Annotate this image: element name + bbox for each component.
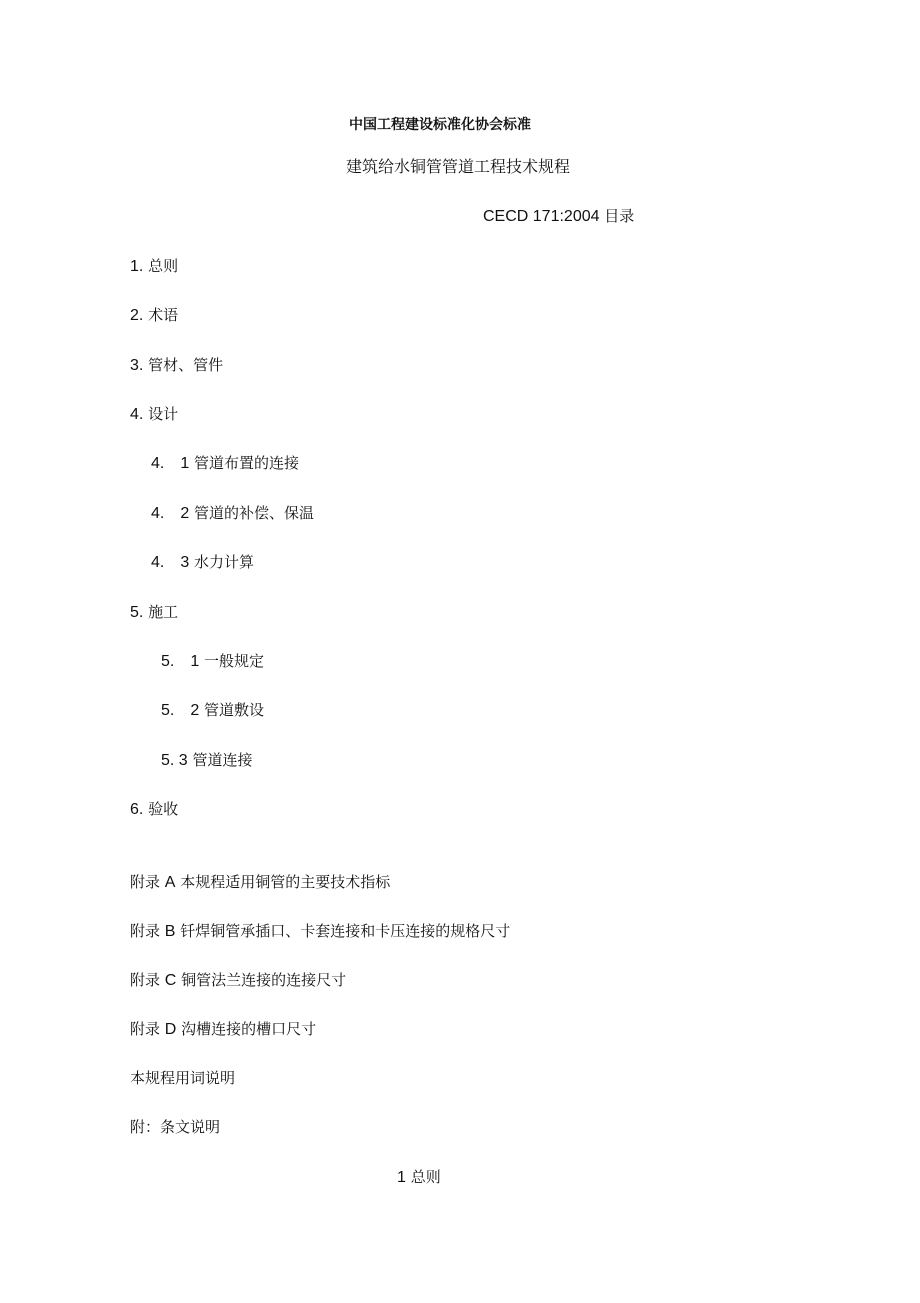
appendix-letter: A (164, 874, 176, 891)
toc-text: 验收 (148, 800, 179, 818)
appendix-letter: B (164, 923, 176, 940)
appendix-b (130, 921, 510, 942)
toc-text: 一般规定 (204, 652, 265, 670)
toc-entry-4 (130, 404, 178, 425)
toc-text: 管道的补偿、保温 (194, 504, 315, 522)
appendix-a (130, 872, 390, 893)
toc-number: 5. 3 (161, 752, 188, 769)
appendix-prefix: 附录 (130, 922, 161, 940)
commentary-note: 附：条文说明 (130, 1118, 221, 1136)
toc-number: 4. 2 (151, 505, 190, 522)
toc-text: 管道布置的连接 (194, 454, 300, 472)
toc-text: 管道敷设 (204, 701, 265, 719)
toc-number: 5. 1 (161, 653, 200, 670)
toc-text: 术语 (148, 306, 179, 324)
appendix-prefix: 附录 (130, 873, 161, 891)
toc-number: 3. (130, 357, 144, 374)
toc-number: 5. (130, 604, 144, 621)
toc-entry-5 (130, 602, 178, 623)
appendix-text: 钎焊铜管承插口、卡套连接和卡压连接的规格尺寸 (180, 922, 511, 940)
toc-text: 管材、管件 (148, 356, 224, 374)
toc-entry-1 (130, 256, 178, 277)
toc-heading: 目录 (604, 207, 635, 225)
chapter-title: 总则 (410, 1168, 441, 1186)
toc-number: 2. (130, 307, 144, 324)
appendix-c (130, 970, 346, 991)
appendix-text: 铜管法兰连接的连接尺寸 (181, 971, 347, 989)
toc-text: 设计 (148, 405, 179, 423)
appendix-letter: D (164, 1021, 177, 1038)
appendix-d (130, 1019, 316, 1040)
appendix-letter: C (164, 972, 177, 989)
appendix-text: 本规程适用铜管的主要技术指标 (180, 873, 391, 891)
toc-number: 4. 3 (151, 554, 190, 571)
standard-code-line (483, 206, 634, 227)
appendix-prefix: 附录 (130, 971, 161, 989)
toc-number: 4. (130, 406, 144, 423)
chapter-number: 1 (397, 1169, 406, 1186)
chapter-heading (397, 1167, 441, 1188)
toc-text: 施工 (148, 603, 179, 621)
toc-text: 水力计算 (194, 553, 255, 571)
toc-entry-6 (130, 799, 178, 820)
wording-explanation: 本规程用词说明 (130, 1069, 236, 1087)
toc-text: 管道连接 (192, 751, 253, 769)
toc-entry-2 (130, 305, 178, 326)
toc-entry-3 (130, 355, 223, 376)
toc-number: 1. (130, 258, 144, 275)
toc-entry-5-2 (161, 700, 264, 721)
toc-entry-4-2 (151, 503, 314, 524)
toc-entry-5-3 (161, 750, 252, 771)
appendix-prefix: 附录 (130, 1020, 161, 1038)
toc-number: 4. 1 (151, 455, 190, 472)
appendix-text: 沟槽连接的槽口尺寸 (181, 1020, 317, 1038)
toc-text: 总则 (148, 257, 179, 275)
standard-code: CECD 171:2004 (483, 208, 600, 225)
toc-number: 5. 2 (161, 702, 200, 719)
toc-number: 6. (130, 801, 144, 818)
standard-organization-title: 中国工程建设标准化协会标准 (349, 117, 531, 133)
toc-entry-4-3 (151, 552, 254, 573)
toc-entry-5-1 (161, 651, 264, 672)
toc-entry-4-1 (151, 453, 299, 474)
document-title: 建筑给水铜管管道工程技术规程 (346, 157, 571, 176)
